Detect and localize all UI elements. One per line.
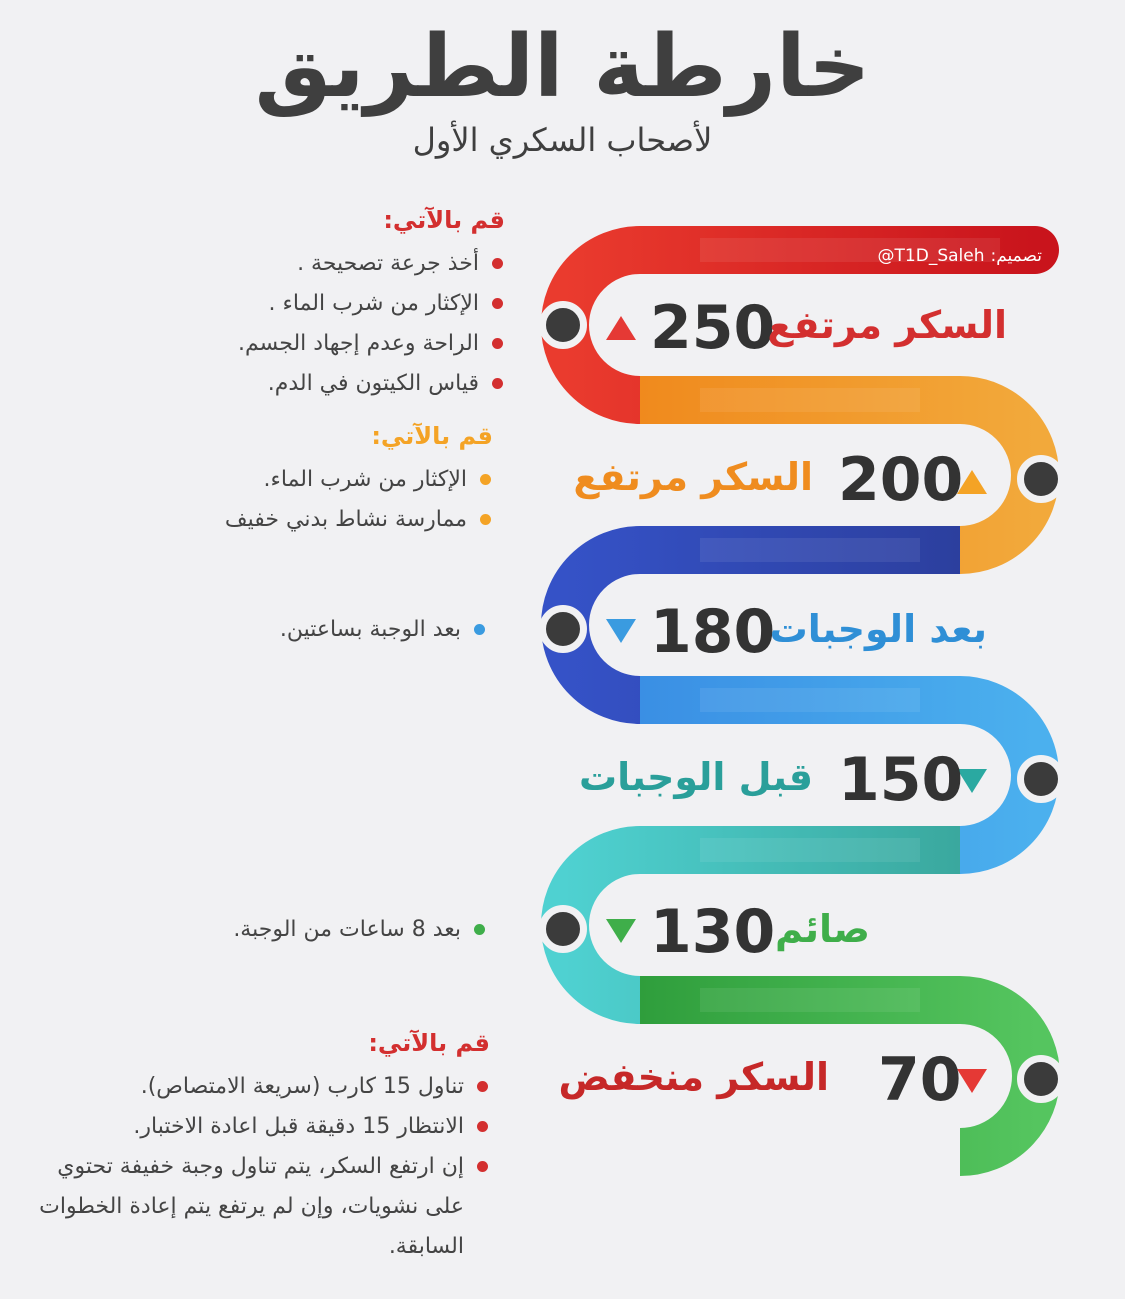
arrow-down-icon bbox=[606, 919, 636, 943]
level-value-70: 70 bbox=[878, 1045, 962, 1115]
note-item-text: قياس الكيتون في الدم. bbox=[267, 371, 479, 396]
bullet-dot-icon bbox=[477, 1161, 488, 1172]
level-label-70: السكر منخفض bbox=[558, 1055, 829, 1099]
note-item-text: إن ارتفع السكر، يتم تناول وجبة خفيفة تحتوي على نشويات، وإن لم يرتفع يتم إعادة الخطوات السابقة. bbox=[39, 1154, 464, 1259]
notes-130 bbox=[67, 910, 487, 950]
bullet-dot-icon bbox=[474, 624, 485, 635]
arrow-down-icon bbox=[957, 1069, 987, 1093]
stop-dot-200 bbox=[1017, 455, 1065, 503]
note-item bbox=[43, 500, 493, 540]
note-item-text: أخذ جرعة تصحيحة . bbox=[297, 251, 479, 276]
notes-list bbox=[35, 1067, 490, 1267]
stop-dot-250 bbox=[539, 301, 587, 349]
arrow-up-icon bbox=[606, 316, 636, 340]
level-label-200: السكر مرتفع bbox=[573, 455, 813, 499]
level-label-180: بعد الوجبات bbox=[769, 607, 987, 651]
notes-180 bbox=[67, 610, 487, 650]
note-item-text: بعد الوجبة بساعتين. bbox=[279, 617, 461, 642]
notes-list bbox=[43, 460, 493, 540]
level-value-130: 130 bbox=[650, 897, 776, 967]
page-title: خارطة الطريق bbox=[254, 17, 871, 117]
level-label-250: السكر مرتفع bbox=[767, 303, 1007, 347]
note-item-text: ممارسة نشاط بدني خفيف bbox=[224, 507, 467, 532]
note-item bbox=[67, 910, 487, 950]
stop-dot-70 bbox=[1017, 1055, 1065, 1103]
level-value-200: 200 bbox=[838, 445, 964, 515]
credit-prefix: تصميم: bbox=[990, 246, 1042, 266]
note-item bbox=[35, 1107, 490, 1147]
note-item bbox=[67, 610, 487, 650]
note-item-text: بعد 8 ساعات من الوجبة. bbox=[233, 917, 461, 942]
note-item bbox=[43, 460, 493, 500]
note-item-text: الإكثار من شرب الماء. bbox=[263, 467, 467, 492]
bullet-dot-icon bbox=[480, 474, 491, 485]
bullet-dot-icon bbox=[477, 1121, 488, 1132]
note-item bbox=[35, 1067, 490, 1107]
note-item bbox=[35, 364, 505, 404]
bullet-dot-icon bbox=[477, 1081, 488, 1092]
notes-list bbox=[67, 610, 487, 650]
bullet-dot-icon bbox=[492, 298, 503, 309]
level-value-180: 180 bbox=[650, 597, 776, 667]
notes-heading: قم بالآتي: bbox=[383, 206, 505, 234]
note-item bbox=[35, 324, 505, 364]
note-item-text: الراحة وعدم إجهاد الجسم. bbox=[238, 331, 479, 356]
note-item bbox=[35, 244, 505, 284]
note-item bbox=[35, 284, 505, 324]
designer-credit bbox=[812, 240, 1042, 272]
note-item-text: الإكثار من شرب الماء . bbox=[268, 291, 479, 316]
bullet-dot-icon bbox=[492, 378, 503, 389]
note-item-text: تناول 15 كارب (سريعة الامتصاص). bbox=[140, 1074, 464, 1099]
notes-250 bbox=[35, 202, 505, 404]
bullet-dot-icon bbox=[474, 924, 485, 935]
notes-200 bbox=[43, 418, 493, 540]
arrow-down-icon bbox=[606, 619, 636, 643]
bullet-dot-icon bbox=[492, 258, 503, 269]
notes-70 bbox=[35, 1025, 490, 1267]
bullet-dot-icon bbox=[492, 338, 503, 349]
stop-dot-150 bbox=[1017, 755, 1065, 803]
note-item bbox=[35, 1147, 490, 1267]
note-item-text: الانتظار 15 دقيقة قبل اعادة الاختبار. bbox=[133, 1114, 464, 1139]
credit-handle: @T1D_Saleh bbox=[877, 246, 985, 266]
level-value-150: 150 bbox=[838, 745, 964, 815]
level-value-250: 250 bbox=[650, 293, 776, 363]
level-label-130: صائم bbox=[774, 907, 870, 951]
bullet-dot-icon bbox=[480, 514, 491, 525]
notes-heading: قم بالآتي: bbox=[371, 422, 493, 450]
notes-list bbox=[67, 910, 487, 950]
page-subtitle: لأصحاب السكري الأول bbox=[412, 121, 713, 159]
stop-dot-130 bbox=[539, 905, 587, 953]
notes-list bbox=[35, 244, 505, 404]
level-label-150: قبل الوجبات bbox=[578, 755, 813, 799]
stop-dot-180 bbox=[539, 605, 587, 653]
notes-heading: قم بالآتي: bbox=[368, 1029, 490, 1057]
